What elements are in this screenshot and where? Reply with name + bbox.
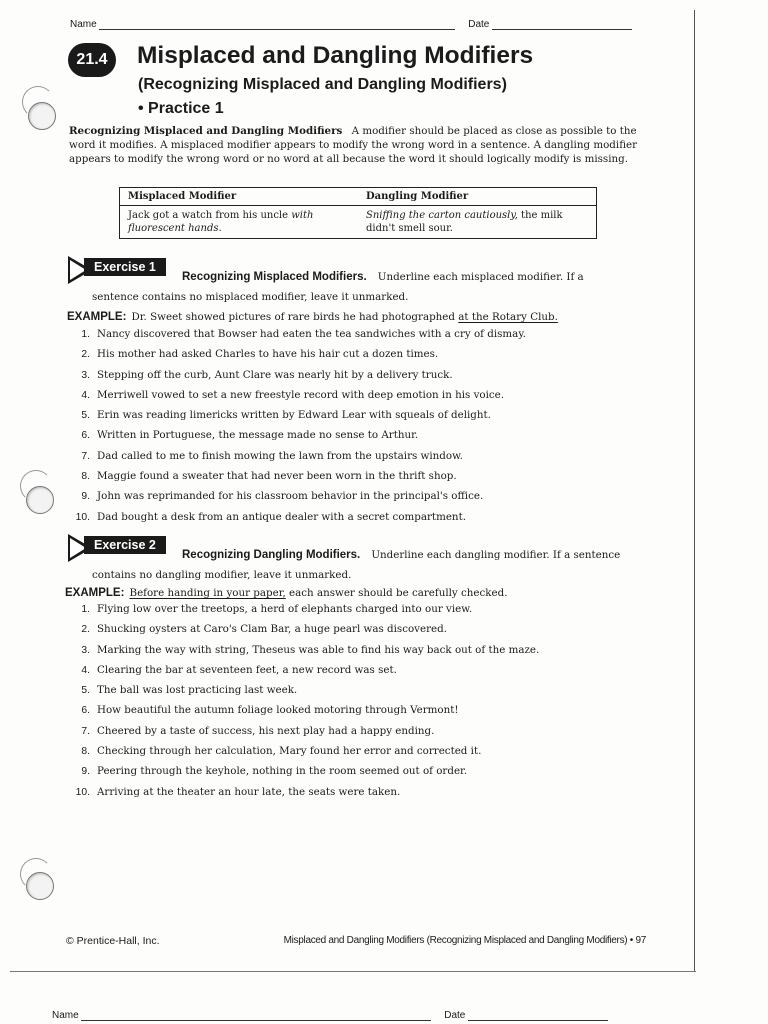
intro-heading: Recognizing Misplaced and Dangling Modifiers [69, 125, 343, 137]
exercise1-instruction: Underline each misplaced modifier. If a sentence contains no misplaced modifier, leave it unmarked. [92, 271, 584, 303]
exercise1-instructions [92, 265, 612, 305]
misplaced-example-plain: Jack got a watch from his uncle [128, 210, 292, 221]
intro-text: A modifier should be placed as close as possible to the word it modifies. A misplaced modifier appears to modify the wrong word in a sentence. A dangling modifier appears to modify the wrong word or no word at all because the word it should logically modify is missing. [69, 125, 638, 165]
exercise2-example-underlined: Before handing in your paper, [129, 587, 286, 599]
exercise1-example-underlined: at the Rotary Club. [458, 311, 558, 323]
exercise2-label: Exercise 2 [84, 536, 166, 554]
section-badge: 21.4 [68, 43, 116, 77]
exercise2-item-list [66, 599, 626, 802]
list-item: 10. Dad bought a desk from an antique dealer with a secret compartment. [75, 510, 466, 523]
exercise2-example-label: EXAMPLE: [65, 587, 125, 599]
list-item: 6. How beautiful the autumn foliage looked motoring through Vermont! [81, 704, 459, 717]
list-item: 7. Dad called to me to finish mowing the lawn from the upstairs window. [81, 449, 463, 462]
intro-paragraph [69, 124, 641, 166]
exercise2-example [65, 581, 507, 600]
list-item: 7. Cheered by a taste of success, his next play had a happy ending. [81, 724, 435, 737]
dangling-example-italic: Sniffing the carton cautiously, [366, 210, 518, 221]
footer-copyright: © Prentice-Hall, Inc. [66, 935, 160, 947]
page-right-edge [694, 10, 695, 972]
list-item: 9. John was reprimanded for his classroom behavior in the principal's office. [81, 490, 484, 503]
bottom-name-line [81, 1010, 431, 1021]
list-item: 1. Nancy discovered that Bowser had eaten the tea sandwiches with a cry of dismay. [81, 328, 527, 340]
dangling-example-plain: the milk didn't smell sour. [366, 210, 563, 234]
misplaced-example-italic: with fluorescent hands. [128, 210, 314, 234]
list-item: 5. The ball was lost practicing last week. [81, 684, 298, 697]
practice-label: • Practice 1 [138, 100, 224, 117]
list-item: 10. Arriving at the theater an hour late, the seats were taken. [75, 785, 401, 798]
exercise1-label: Exercise 1 [84, 258, 166, 276]
date-line [492, 19, 632, 30]
list-item: 1. Flying low over the treetops, a herd of elephants charged into our view. [81, 603, 473, 615]
exercise1-example-label: EXAMPLE: [67, 311, 127, 323]
table-cell-dangling [358, 206, 597, 239]
list-item: 8. Maggie found a sweater that had never been worn in the thrift shop. [81, 470, 457, 483]
list-item: 8. Checking through her calculation, Mary found her error and corrected it. [81, 745, 482, 758]
bottom-name-label: Name [52, 1010, 79, 1021]
exercise1-example-plain: Dr. Sweet showed pictures of rare birds he had photographed [131, 311, 459, 323]
list-item: 3. Marking the way with string, Theseus was able to find his way back out of the maze. [81, 643, 540, 656]
bottom-date-label: Date [444, 1010, 466, 1021]
exercise2-example-plain: each answer should be carefully checked. [285, 587, 508, 599]
table-cell-misplaced [120, 206, 359, 239]
list-item: 9. Peering through the keyhole, nothing in the room seemed out of order. [81, 765, 468, 778]
date-label: Date [468, 19, 490, 30]
list-item: 4. Merriwell vowed to set a new freestyle record with deep emotion in his voice. [81, 388, 505, 401]
name-line [99, 19, 455, 30]
list-item: 2. His mother had asked Charles to have his hair cut a dozen times. [81, 348, 439, 361]
list-item: 4. Clearing the bar at seventeen feet, a new record was set. [81, 663, 397, 676]
exercise1-heading: Recognizing Misplaced Modifiers. [182, 271, 367, 283]
bottom-date-line [468, 1010, 608, 1021]
exercise1-item-list [66, 324, 626, 527]
page-bottom-edge [10, 971, 696, 972]
exercise2-instruction: Underline each dangling modifier. If a sentence contains no dangling modifier, leave it unmarked. [92, 549, 621, 581]
table-header-dangling: Dangling Modifier [358, 188, 597, 206]
list-item: 6. Written in Portuguese, the message made no sense to Arthur. [81, 429, 419, 442]
exercise1-example [67, 305, 558, 324]
exercise2-instructions [92, 543, 637, 583]
list-item: 5. Erin was reading limericks written by Edward Lear with squeals of delight. [81, 409, 491, 422]
binder-hole-middle [26, 486, 54, 514]
footer-page-info: Misplaced and Dangling Modifiers (Recognizing Misplaced and Dangling Modifiers) • 97 [283, 935, 646, 946]
binder-hole-bottom [26, 872, 54, 900]
top-name-date-row [70, 19, 632, 30]
name-label: Name [70, 19, 97, 30]
page-subtitle: (Recognizing Misplaced and Dangling Modifiers) [138, 76, 507, 93]
modifier-example-table [119, 187, 597, 239]
bottom-name-date-row [52, 1010, 608, 1021]
exercise2-heading: Recognizing Dangling Modifiers. [182, 549, 361, 561]
binder-hole-top [28, 102, 56, 130]
list-item: 3. Stepping off the curb, Aunt Clare was nearly hit by a delivery truck. [81, 368, 453, 381]
page-title: Misplaced and Dangling Modifiers [137, 42, 534, 69]
table-header-misplaced: Misplaced Modifier [120, 188, 359, 206]
list-item: 2. Shucking oysters at Caro's Clam Bar, a huge pearl was discovered. [81, 623, 447, 636]
